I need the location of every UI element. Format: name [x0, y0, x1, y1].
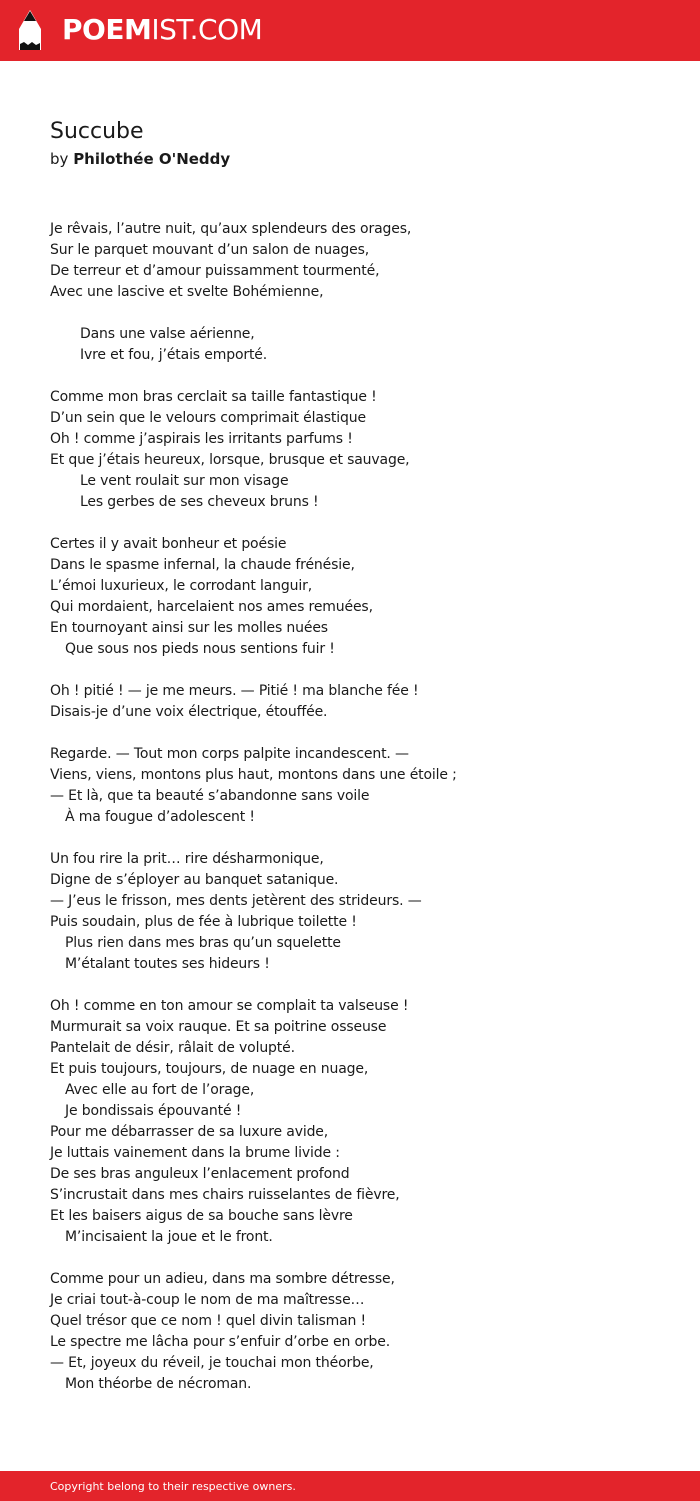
site-header — [0, 0, 700, 61]
poem-line: Dans le spasme infernal, la chaude frénésie, — [50, 557, 355, 573]
poem-line: Je luttais vainement dans la brume livide : — [50, 1145, 340, 1161]
poem-line: Que sous nos pieds nous sentions fuir ! — [65, 641, 335, 657]
brand-bold-text: POEM — [62, 13, 152, 46]
poem-line: En tournoyant ainsi sur les molles nuées — [50, 620, 328, 636]
poem-line: À ma fougue d’adolescent ! — [65, 809, 255, 825]
poem-line: Avec elle au fort de l’orage, — [65, 1082, 255, 1098]
poem-stanza — [50, 324, 670, 366]
poem-author: Philothée O'Neddy — [73, 150, 231, 168]
poem-line: — Et là, que ta beauté s’abandonne sans voile — [50, 788, 370, 804]
poem-line: Certes il y avait bonheur et poésie — [50, 536, 287, 552]
stanza-gap — [50, 1248, 670, 1269]
poem-stanza — [50, 744, 670, 828]
stanza-gap — [50, 513, 670, 534]
poem-line: M’incisaient la joue et le front. — [65, 1229, 273, 1245]
poem-line: Plus rien dans mes bras qu’un squelette — [65, 935, 341, 951]
site-logo-link[interactable] — [62, 14, 262, 46]
poem-line: Et les baisers aigus de sa bouche sans lèvre — [50, 1208, 353, 1224]
poem-stanza — [50, 387, 670, 513]
poem-line: Ivre et fou, j’étais emporté. — [80, 347, 268, 363]
poem-line: Le vent roulait sur mon visage — [80, 473, 289, 489]
poem-line: L’émoi luxurieux, le corrodant languir, — [50, 578, 313, 594]
poem-line: Je bondissais épouvanté ! — [65, 1103, 242, 1119]
poem-stanza — [50, 219, 670, 303]
poem-line: Un fou rire la prit… rire désharmonique, — [50, 851, 324, 867]
poem-line: Avec une lascive et svelte Bohémienne, — [50, 284, 324, 300]
brand-light-text: IST.COM — [151, 13, 263, 46]
poem-line: Le spectre me lâcha pour s’enfuir d’orbe en orbe. — [50, 1334, 391, 1350]
poem-stanza — [50, 996, 670, 1248]
poem-line: Oh ! comme j’aspirais les irritants parfums ! — [50, 431, 353, 447]
stanza-gap — [50, 660, 670, 681]
poem-stanza — [50, 1269, 670, 1395]
poem-line: Disais-je d’une voix électrique, étouffée. — [50, 704, 328, 720]
poem-line: Viens, viens, montons plus haut, montons dans une étoile ; — [50, 767, 457, 783]
poem-line: Les gerbes de ses cheveux bruns ! — [80, 494, 319, 510]
copyright-text: Copyright belong to their respective owners. — [50, 1480, 296, 1493]
poem-line: Sur le parquet mouvant d’un salon de nuages, — [50, 242, 370, 258]
poem-line: Et que j’étais heureux, lorsque, brusque et sauvage, — [50, 452, 410, 468]
poem-line: Regarde. — Tout mon corps palpite incandescent. — — [50, 746, 409, 762]
stanza-gap — [50, 975, 670, 996]
poem-line: Pantelait de désir, râlait de volupté. — [50, 1040, 295, 1056]
poem-line: Comme pour un adieu, dans ma sombre détresse, — [50, 1271, 395, 1287]
poem-title: Succube — [50, 119, 144, 144]
stanza-gap — [50, 723, 670, 744]
poem-line: Comme mon bras cerclait sa taille fantastique ! — [50, 389, 377, 405]
poem-line: — Et, joyeux du réveil, je touchai mon théorbe, — [50, 1355, 374, 1371]
poem-stanza — [50, 681, 670, 723]
poem-line: Quel trésor que ce nom ! quel divin talisman ! — [50, 1313, 367, 1329]
poem-line: Qui mordaient, harcelaient nos ames remuées, — [50, 599, 373, 615]
poem-byline — [50, 149, 230, 169]
site-footer — [0, 1471, 700, 1501]
poem-line: D’un sein que le velours comprimait élastique — [50, 410, 366, 426]
byline-prefix: by — [50, 150, 69, 168]
poem-line: — J’eus le frisson, mes dents jetèrent des strideurs. — — [50, 893, 422, 909]
poem-line: S’incrustait dans mes chairs ruisselantes de fièvre, — [50, 1187, 400, 1203]
pencil-icon[interactable] — [17, 9, 43, 51]
poem-line: Oh ! comme en ton amour se complait ta valseuse ! — [50, 998, 409, 1014]
poem-line: Je criai tout-à-coup le nom de ma maîtresse… — [50, 1292, 365, 1308]
poem-line: Mon théorbe de nécroman. — [65, 1376, 252, 1392]
poem-line: Je rêvais, l’autre nuit, qu’aux splendeurs des orages, — [50, 221, 412, 237]
poem-line: Oh ! pitié ! — je me meurs. — Pitié ! ma blanche fée ! — [50, 683, 419, 699]
stanza-gap — [50, 303, 670, 324]
poem-line: Digne de s’éployer au banquet satanique. — [50, 872, 339, 888]
stanza-gap — [50, 366, 670, 387]
poem-line: Puis soudain, plus de fée à lubrique toilette ! — [50, 914, 357, 930]
poem-line: Et puis toujours, toujours, de nuage en nuage, — [50, 1061, 369, 1077]
poem-line: Pour me débarrasser de sa luxure avide, — [50, 1124, 329, 1140]
poem-stanza — [50, 849, 670, 975]
stanza-gap — [50, 828, 670, 849]
poem-line: De ses bras anguleux l’enlacement profond — [50, 1166, 350, 1182]
poem-line: Murmurait sa voix rauque. Et sa poitrine osseuse — [50, 1019, 387, 1035]
poem-line: Dans une valse aérienne, — [80, 326, 255, 342]
poem-line: De terreur et d’amour puissamment tourmenté, — [50, 263, 380, 279]
poem-body — [50, 219, 670, 1395]
poem-line: M’étalant toutes ses hideurs ! — [65, 956, 270, 972]
poem-stanza — [50, 534, 670, 660]
